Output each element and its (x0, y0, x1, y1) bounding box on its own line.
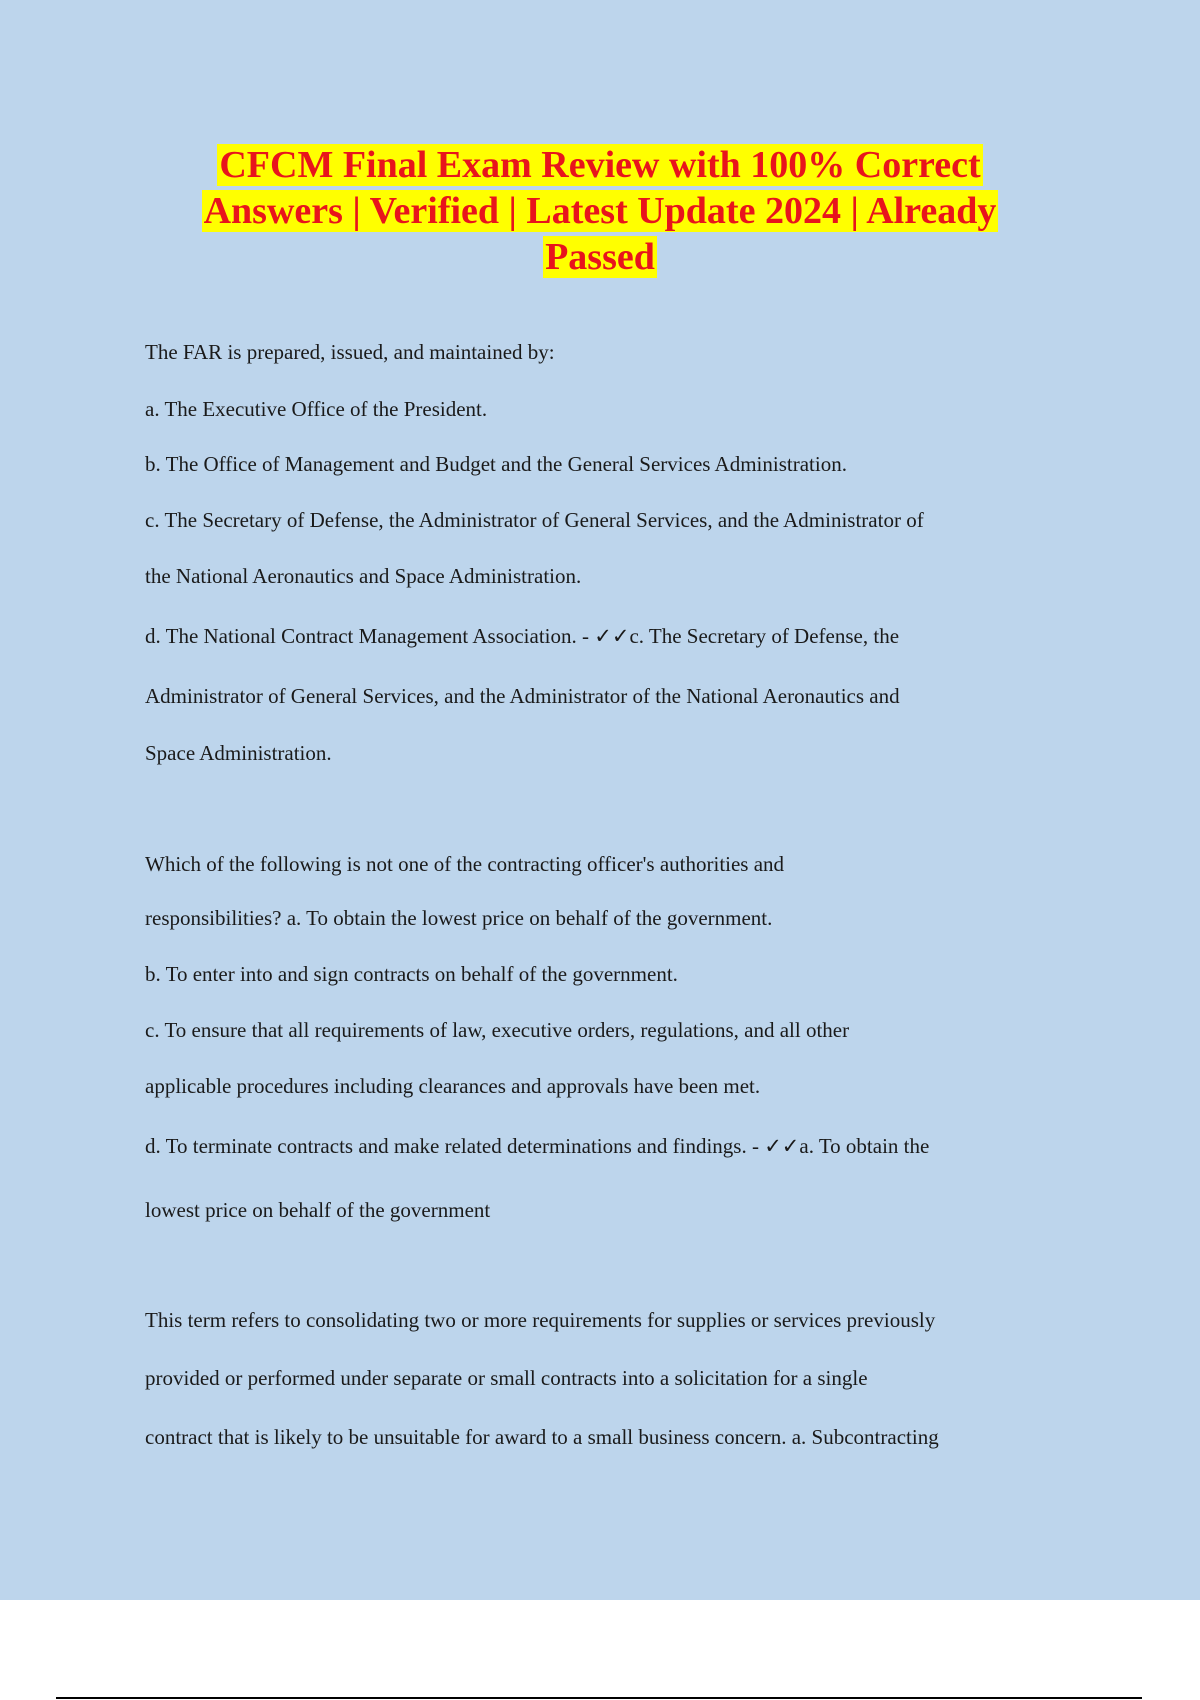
question-1-option-b: b. The Office of Management and Budget and the General Services Administration. (145, 452, 847, 476)
question-3-stem-cont: provided or performed under separate or small contracts into a solicitation for a single (145, 1366, 868, 1390)
document-title (120, 142, 1080, 280)
question-1-answer-cont: Administrator of General Services, and the Administrator of the National Aeronautics and (145, 684, 900, 708)
question-1-option-d-answer: d. The National Contract Management Association. - ✓✓c. The Secretary of Defense, the (145, 624, 900, 648)
question-2-stem-option-a: responsibilities? a. To obtain the lowest price on behalf of the government. (145, 906, 773, 930)
question-1-stem: The FAR is prepared, issued, and maintained by: (145, 340, 555, 364)
question-1-answer-cont: Space Administration. (145, 741, 332, 765)
question-2-option-c-cont: applicable procedures including clearances and approvals have been met. (145, 1074, 761, 1098)
question-1-option-a: a. The Executive Office of the President. (145, 397, 488, 421)
footer-rule (56, 1697, 1142, 1699)
question-2-option-d-answer: d. To terminate contracts and make related determinations and findings. - ✓✓a. To obtain the (145, 1134, 930, 1158)
question-1-option-c: c. The Secretary of Defense, the Administrator of General Services, and the Administrator of (145, 508, 924, 532)
question-3-stem: This term refers to consolidating two or more requirements for supplies or services previously (145, 1308, 936, 1332)
question-3-stem-option-a: contract that is likely to be unsuitable for award to a small business concern. a. Subcontracting (145, 1425, 939, 1449)
question-2-stem: Which of the following is not one of the contracting officer's authorities and (145, 852, 785, 876)
title-line: Answers | Verified | Latest Update 2024 | Already (203, 190, 997, 232)
question-2-answer-cont: lowest price on behalf of the government (145, 1198, 491, 1222)
question-1-option-c-cont: the National Aeronautics and Space Administration. (145, 564, 582, 588)
question-2-option-b: b. To enter into and sign contracts on behalf of the government. (145, 962, 678, 986)
title-line: Passed (545, 236, 655, 278)
title-line: CFCM Final Exam Review with 100% Correct (219, 144, 981, 186)
question-2-option-c: c. To ensure that all requirements of law, executive orders, regulations, and all other (145, 1018, 850, 1042)
